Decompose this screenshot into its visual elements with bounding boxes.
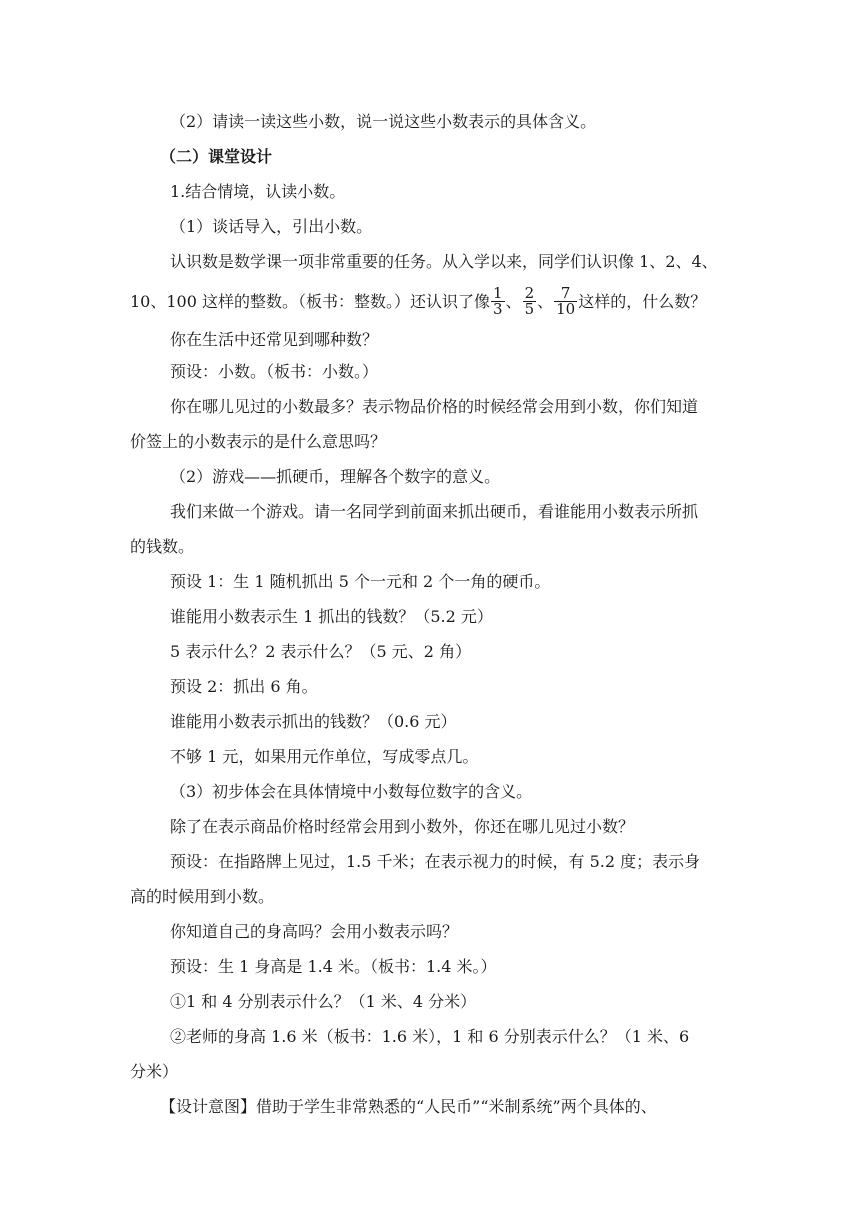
fraction-denominator: 5 <box>524 300 535 318</box>
text-line: 你在哪儿见过的小数最多？表示物品价格的时候经常会用到小数，你们知道 <box>170 397 699 416</box>
text-line: 认识数是数学课一项非常重要的任务。从入学以来，同学们认识像 1、2、4、 <box>170 252 718 271</box>
text-line: ①1 和 4 分别表示什么？（1 米、4 分米） <box>170 992 477 1011</box>
subsection-heading: 1.结合情境，认读小数。 <box>170 182 346 201</box>
fraction-numerator: 1 <box>493 284 503 302</box>
text-line: （1）谈话导入，引出小数。 <box>170 217 373 236</box>
text-line: （2）游戏——抓硬币，理解各个数字的意义。 <box>170 467 501 486</box>
text-line: 5 表示什么？2 表示什么？（5 元、2 角） <box>170 642 472 661</box>
text-line: 谁能用小数表示生 1 抓出的钱数？（5.2 元） <box>170 607 493 626</box>
text-line: 分米） <box>130 1062 179 1081</box>
text-segment: 10、100 这样的整数。（板书：整数。）还认识了像 <box>130 292 490 311</box>
text-line-with-fractions <box>130 284 707 318</box>
text-line: 预设：小数。（板书：小数。） <box>170 362 379 381</box>
text-line: 预设 2：抓出 6 角。 <box>170 677 318 696</box>
text-segment: 、 <box>537 292 554 311</box>
text-line: 除了在表示商品价格时经常会用到小数外，你还在哪儿见过小数？ <box>170 817 635 836</box>
text-line: 预设 1：生 1 随机抓出 5 个一元和 2 个一角的硬币。 <box>170 572 551 591</box>
text-line: 价签上的小数表示的是什么意思吗？ <box>130 432 387 451</box>
text-segment: 这样的，什么数？ <box>578 292 707 311</box>
section-heading: （二）课堂设计 <box>160 147 273 166</box>
fraction-denominator: 10 <box>556 300 576 318</box>
text-line: （3）初步体会在具体情境中小数每位数字的含义。 <box>170 782 533 801</box>
fraction <box>554 286 577 317</box>
fraction-numerator: 2 <box>524 284 535 302</box>
text-segment: 、 <box>505 292 522 311</box>
fraction <box>523 286 537 317</box>
text-line: ②老师的身高 1.6 米（板书：1.6 米），1 和 6 分别表示什么？（1 米、6 <box>170 1027 690 1046</box>
fraction <box>491 286 505 317</box>
text-line: 我们来做一个游戏。请一名同学到前面来抓出硬币，看谁能用小数表示所抓 <box>170 502 699 521</box>
text-line: 的钱数。 <box>130 537 195 556</box>
text-line: （2）请读一读这些小数，说一说这些小数表示的具体含义。 <box>170 112 597 131</box>
text-line: 预设：在指路牌上见过，1.5 千米；在表示视力的时候，有 5.2 度；表示身 <box>170 852 701 871</box>
text-line: 谁能用小数表示抓出的钱数？（0.6 元） <box>170 712 457 731</box>
text-line: 【设计意图】借助于学生非常熟悉的“人民币”“米制系统”两个具体的、 <box>160 1097 657 1116</box>
text-line: 预设：生 1 身高是 1.4 米。（板书：1.4 米。） <box>170 957 497 976</box>
text-line: 高的时候用到小数。 <box>130 887 275 906</box>
text-line: 你在生活中还常见到哪种数？ <box>170 330 379 349</box>
fraction-numerator: 7 <box>554 286 577 302</box>
text-line: 你知道自己的身高吗？会用小数表示吗？ <box>170 922 459 941</box>
text-line: 不够 1 元，如果用元作单位，写成零点几。 <box>170 747 479 766</box>
fraction-denominator: 3 <box>493 300 503 318</box>
